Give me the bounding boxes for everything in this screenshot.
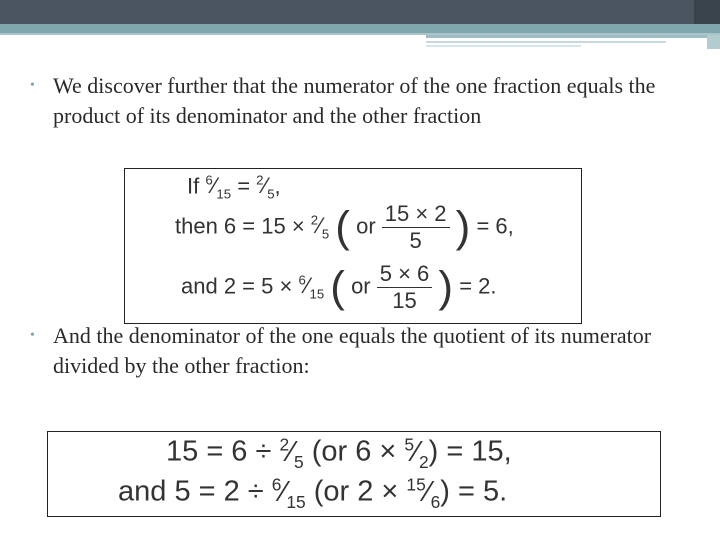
eq-text: = 2.	[459, 273, 497, 299]
header-deco-line	[426, 45, 581, 47]
fraction-numerator: 2	[310, 212, 319, 228]
fraction-denominator: 5	[409, 228, 422, 253]
equation-row	[166, 434, 512, 472]
fraction-numerator: 6	[205, 173, 213, 188]
bullet-marker: •	[30, 328, 35, 343]
header-deco-line	[426, 35, 720, 38]
stacked-fraction	[377, 261, 433, 314]
fraction: $^{15}⁄_6$	[406, 474, 441, 512]
eq-text: and 2 = 5 ×	[181, 273, 293, 299]
fraction-denominator: 15	[309, 286, 325, 302]
paren-close: )	[455, 202, 471, 252]
eq-text: or	[356, 213, 376, 239]
eq-text: If	[187, 173, 200, 199]
eq-text: 15 = 6 ÷	[166, 435, 272, 468]
fraction: $^6⁄_{15}$	[205, 173, 232, 202]
fraction: $^2⁄_5$	[310, 212, 330, 242]
equation-image-2	[47, 431, 661, 517]
fraction-denominator: 15	[216, 186, 232, 202]
bullet-paragraph-2	[30, 321, 710, 381]
bullet-text: And the denominator of the one equals the quotient of its numerator divided by the other fraction:	[53, 323, 652, 378]
eq-text: and 5 = 2 ÷	[118, 475, 264, 508]
bullet-marker: •	[30, 78, 35, 93]
fraction-denominator: 5	[321, 226, 330, 242]
fraction-numerator: 2	[256, 173, 264, 188]
equation-row	[181, 261, 497, 314]
fraction-denominator: 5	[267, 186, 275, 202]
eq-text: (or 2 ×	[313, 475, 399, 508]
fraction-numerator: 2	[279, 434, 290, 454]
fraction-denominator: 5	[294, 451, 304, 472]
eq-text: =	[237, 173, 251, 199]
fraction: $^6⁄_{15}$	[298, 272, 325, 302]
fraction-denominator: 15	[286, 491, 306, 512]
bullet-text: We discover further that the numerator of the one fraction equals the product of its denominator and the other fraction	[53, 73, 656, 128]
stacked-fraction	[382, 201, 450, 254]
header-deco-line	[426, 41, 666, 43]
fraction-denominator: 6	[430, 491, 441, 512]
fraction-numerator: 6	[271, 474, 282, 494]
fraction-numerator: 5 × 6	[377, 261, 433, 288]
title-bar-accent	[694, 0, 720, 24]
fraction-numerator: 6	[298, 272, 306, 288]
eq-text: ,	[274, 173, 281, 199]
equation-row	[187, 173, 281, 202]
eq-text: or	[351, 273, 371, 299]
eq-text: then 6 = 15 ×	[175, 213, 305, 239]
title-bar-band	[0, 0, 720, 24]
fraction-denominator: 15	[392, 288, 417, 313]
eq-text: ) = 15,	[428, 435, 512, 468]
equation-row	[118, 474, 507, 512]
paren-close: )	[438, 262, 454, 312]
fraction: $^5⁄_2$	[404, 434, 429, 472]
eq-text: (or 6 ×	[311, 435, 397, 468]
fraction: $^2⁄_5$	[279, 434, 304, 472]
fraction-denominator: 2	[418, 451, 429, 472]
equation-image-1	[124, 168, 582, 324]
eq-text: = 6,	[476, 213, 514, 239]
paren-open: (	[330, 262, 345, 312]
fraction-numerator: 5	[404, 434, 415, 454]
header-teal-rule	[0, 24, 720, 33]
fraction: $^6⁄_{15}$	[271, 474, 306, 512]
header-deco-block	[707, 35, 720, 49]
equation-row	[175, 201, 514, 254]
fraction-numerator: 15	[406, 474, 426, 494]
paren-open: (	[335, 202, 350, 252]
fraction: $^2⁄_5$	[256, 173, 275, 202]
fraction-numerator: 15 × 2	[382, 201, 450, 228]
eq-text: ) = 5.	[440, 475, 508, 508]
bullet-paragraph-1	[30, 71, 710, 131]
